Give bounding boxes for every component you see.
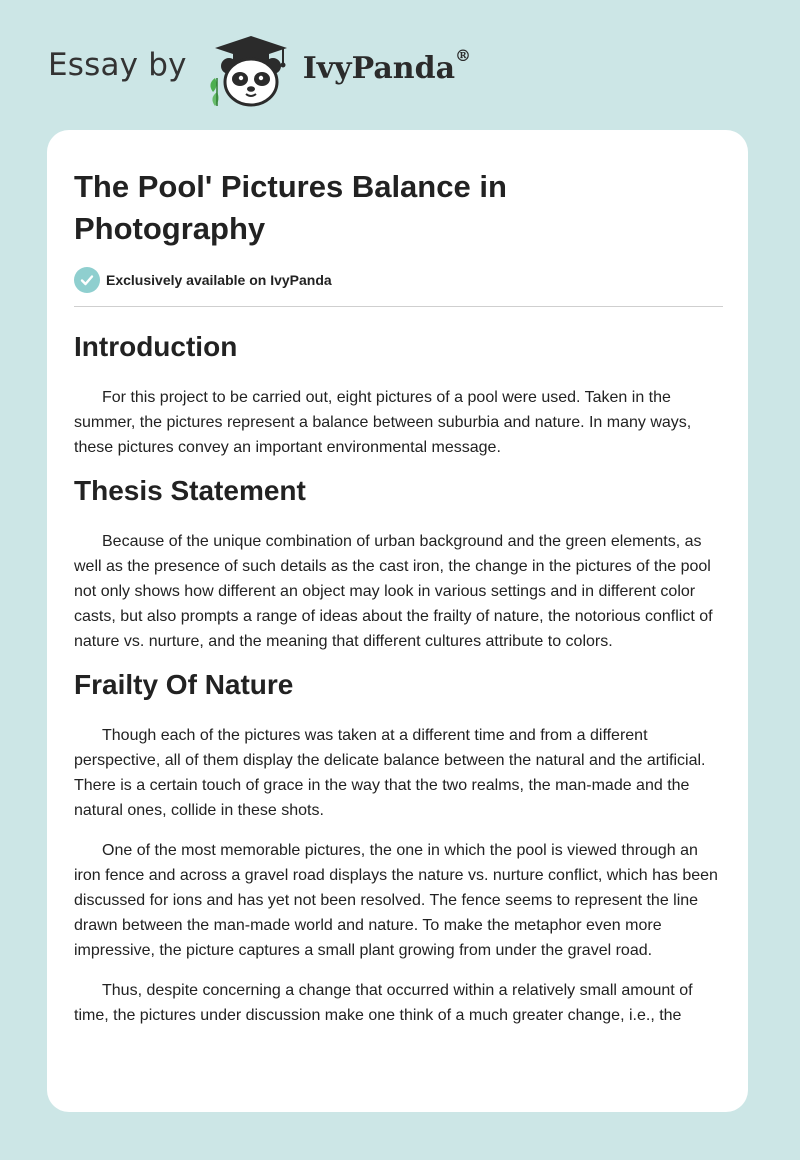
check-icon [74,267,100,293]
paragraph: Because of the unique combination of urban background and the green elements, as well as the presence of such details as the cast iron, the change in the pictures of the pool not only shows how different an object may look in various settings and in different color casts, but also prompts a range of ideas about the frailty of nature, the notorious conflict of nature vs. nurture, and the meaning that different cultures attribute to colors. [74,533,713,650]
paragraph: Thus, despite concerning a change that occurred within a relatively small amount of time, the pictures under discussion make one think of a much greater change, i.e., the [74,982,693,1024]
essay-by-label: Essay by [48,47,187,83]
brand-name[interactable]: IvyPanda® [302,45,472,86]
page-title: The Pool' Pictures Balance in Photography [74,169,507,246]
exclusive-badge-text: Exclusively available on IvyPanda [106,272,332,288]
section-heading-frailty-of-nature: Frailty Of Nature [74,669,294,700]
paragraph: For this project to be carried out, eight pictures of a pool were used. Taken in the summer, the pictures represent a balance between suburbia and nature. In many ways, these pictures convey an important environmental message. [74,389,692,456]
ivypanda-logo-icon[interactable] [203,34,299,108]
section-heading-thesis-statement: Thesis Statement [74,475,306,506]
registered-mark: ® [455,45,472,65]
divider [74,306,723,307]
paragraph: One of the most memorable pictures, the one in which the pool is viewed through an iron fence and across a gravel road displays the nature vs. nurture conflict, which has been discussed for ions and has yet not been resolved. The fence seems to represent the line drawn between the man-made world and nature. To make the metaphor even more impressive, the picture captures a small plant growing from under the gravel road. [74,842,718,959]
site-header [48,34,508,108]
paragraph: Though each of the pictures was taken at a different time and from a different perspective, all of them display the delicate balance between the natural and the artificial. There is a certain touch of grace in the way that the two realms, the man-made and the natural ones, collide in these shots. [74,727,706,819]
section-heading-introduction: Introduction [74,331,238,362]
exclusive-badge [74,267,722,293]
essay-card [47,130,748,1112]
